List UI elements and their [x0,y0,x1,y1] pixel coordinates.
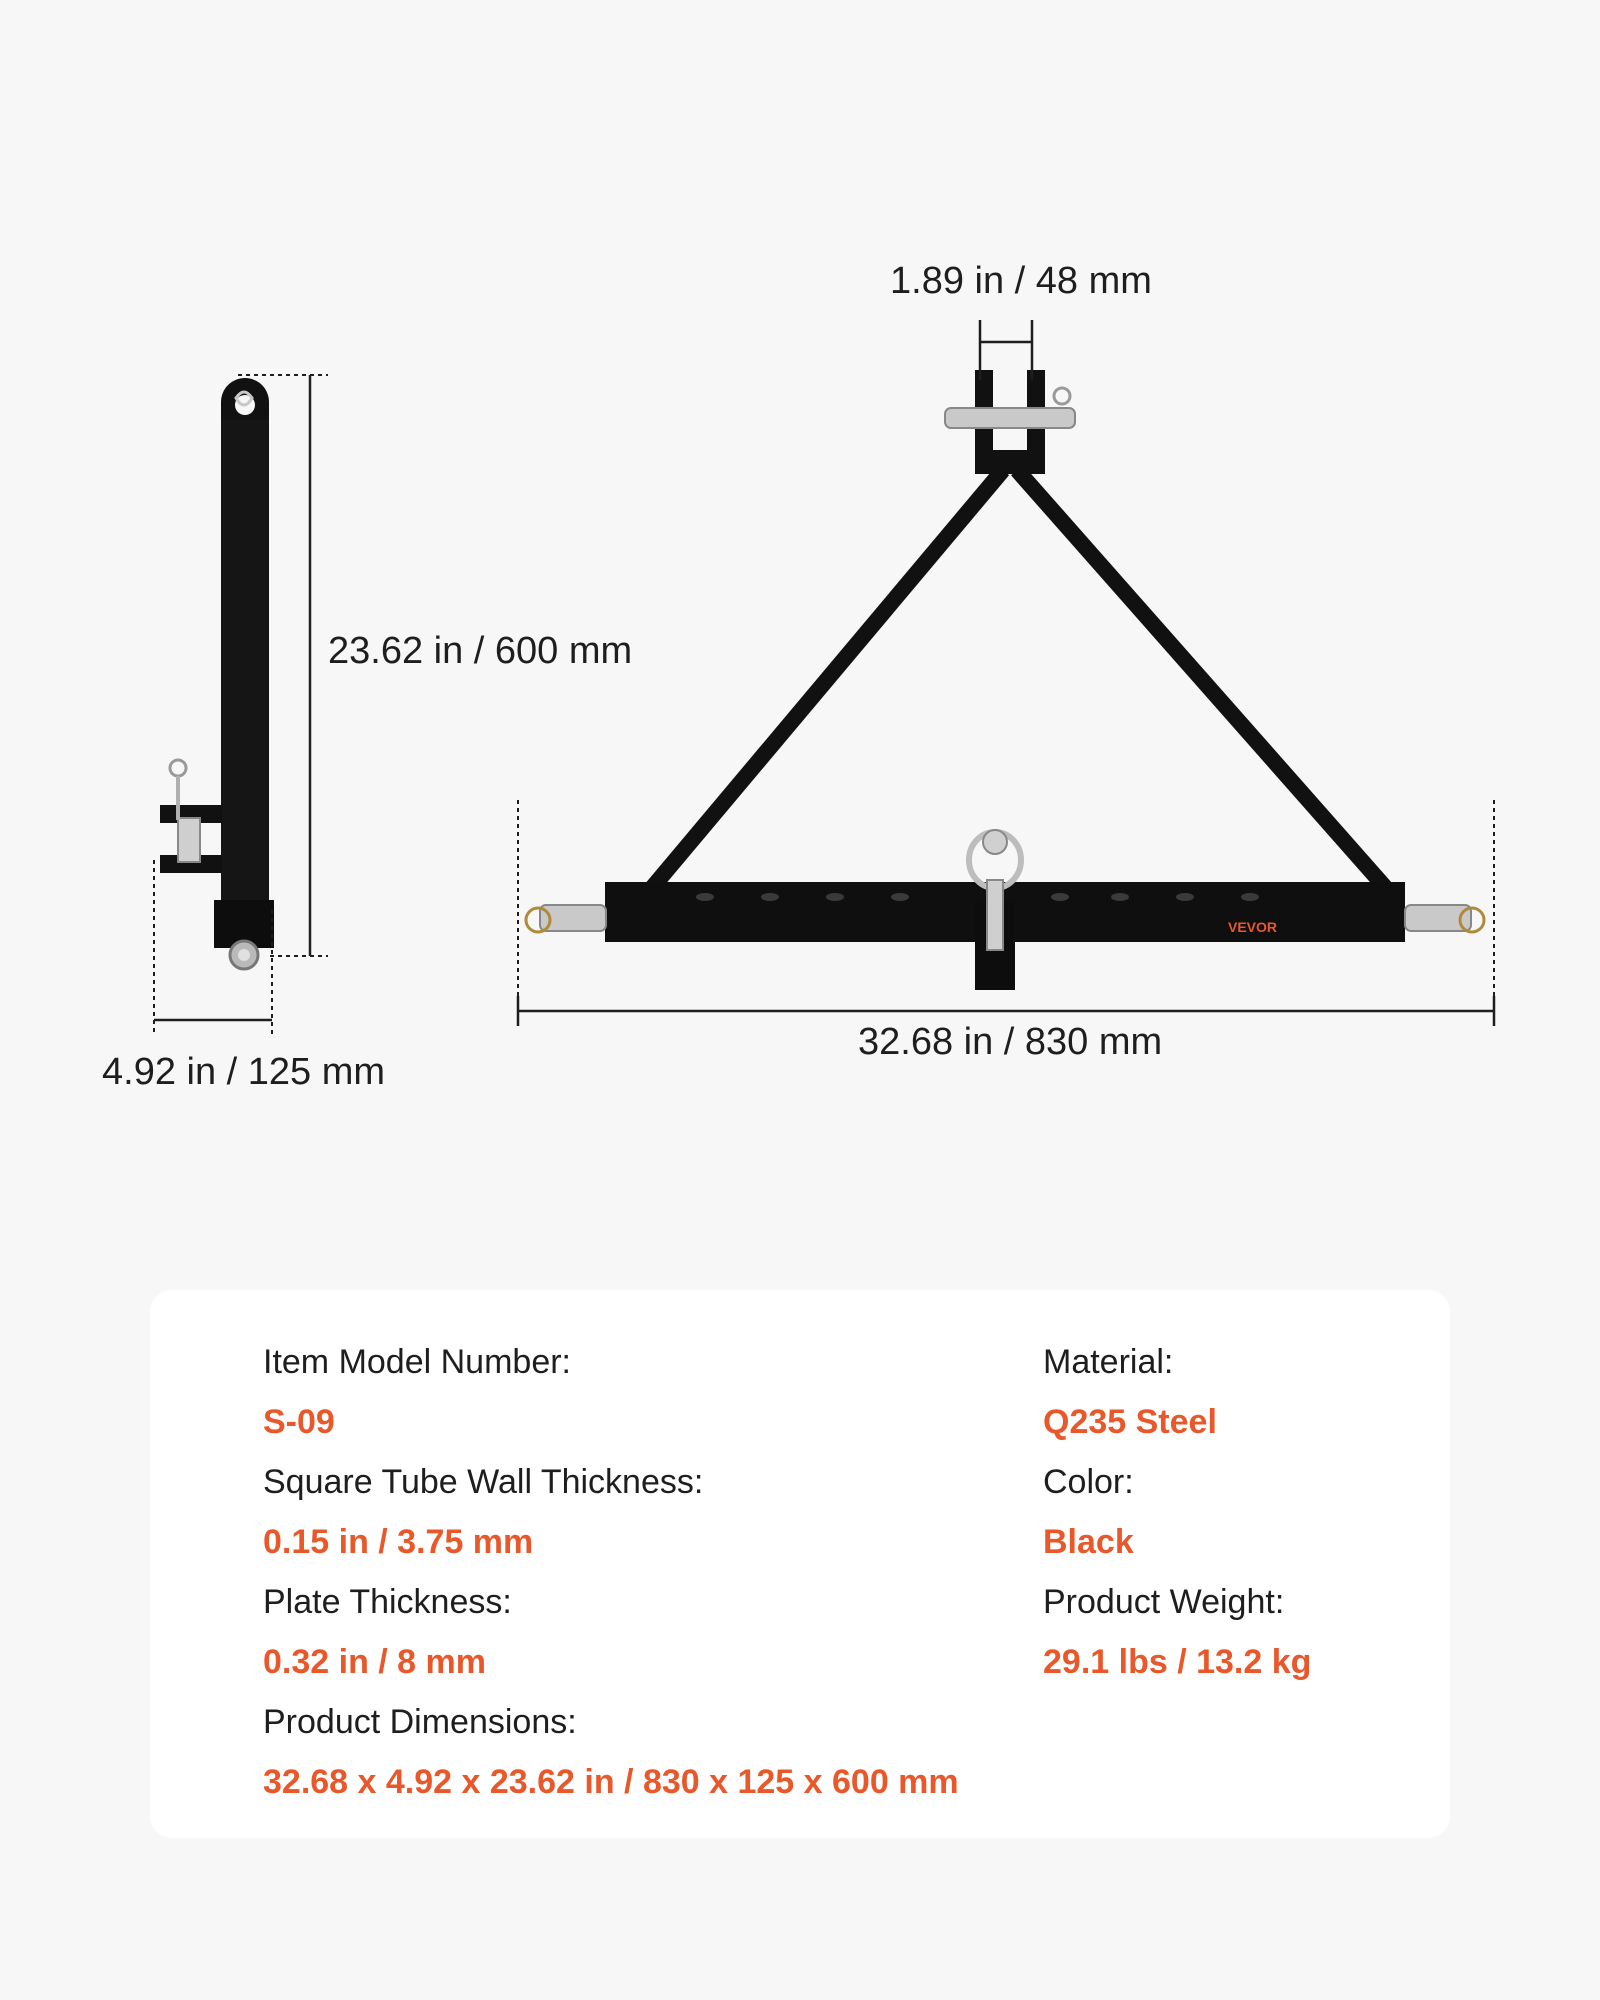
spec-item-weight [1043,1572,1311,1692]
spec-value: S-09 [263,1403,335,1441]
spec-label: Material: [1043,1343,1174,1381]
height-dimension-label: 23.62 in / 600 mm [328,630,633,672]
spec-item-dimensions [263,1692,959,1812]
spec-label: Item Model Number: [263,1343,571,1381]
spec-label: Square Tube Wall Thickness: [263,1463,704,1501]
spec-item-material [1043,1332,1311,1452]
spec-value: Black [1043,1523,1134,1561]
spec-label: Product Dimensions: [263,1703,577,1741]
spec-value: 29.1 lbs / 13.2 kg [1043,1643,1312,1681]
spec-card [150,1290,1450,1838]
side-view-hitch [160,378,274,969]
spec-column-left [263,1332,959,1812]
spec-value: 0.15 in / 3.75 mm [263,1523,534,1561]
spec-item-color [1043,1452,1311,1572]
depth-dimension-label: 4.92 in / 125 mm [102,1051,386,1093]
spec-item-wall-thickness [263,1452,959,1572]
spec-item-plate-thickness [263,1572,959,1692]
spec-item-model [263,1332,959,1452]
spec-value: 32.68 x 4.92 x 23.62 in / 830 x 125 x 600 mm [263,1763,959,1801]
spec-column-right [1043,1332,1311,1692]
spec-value: 0.32 in / 8 mm [263,1643,486,1681]
spec-label: Color: [1043,1463,1134,1501]
front-view-hitch [526,370,1484,990]
length-dimension-label: 32.68 in / 830 mm [858,1021,1163,1063]
spec-value: Q235 Steel [1043,1403,1217,1441]
top-width-dimension-label: 1.89 in / 48 mm [890,260,1152,302]
brand-mark: VEVOR [1228,919,1278,935]
spec-label: Plate Thickness: [263,1583,512,1621]
top-pin-icon [945,408,1075,428]
spec-label: Product Weight: [1043,1583,1285,1621]
